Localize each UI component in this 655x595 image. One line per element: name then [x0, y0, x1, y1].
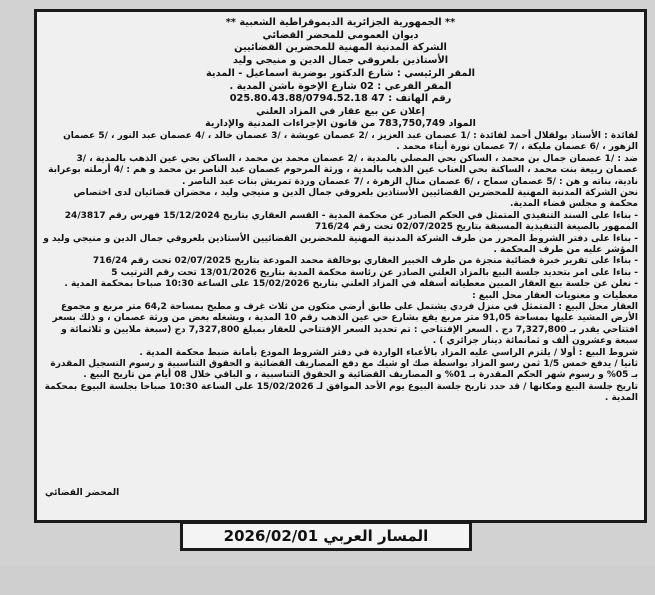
paragraph-property-heading: معطيات و معنويات العقار محل البيع : [472, 290, 638, 301]
paragraph-order: - بناءا على امر بتحديد جلسة البيع بالمزاد العلني الصادر عن رئاسة محكمة المدية بتاريخ 13/01/2026 تحت رقم الترتيب 5 [111, 267, 638, 278]
paragraph-executive-title: - بناءا على السند التنفيذي المتمثل في الحكم الصادر عن محكمة المدية - القسم العقاري بتاريخ 15/12/2024 فهرس رقم 24/3817 الممهور بالصيغة التنفيذية المسبقة بتاريخ 02/07/2025 تحت رقم 716/24 [64, 210, 638, 233]
paragraph-sale-conditions-1: شروط البيع : أولا / يلتزم الراسي عليه المزاد بالأعباء الواردة في دفتر الشروط المودع بأمانة ضبط محكمة المدية . [139, 347, 638, 358]
bailiff-signature: المحضر القضائي [45, 488, 120, 498]
header-line-6: المقر الفرعي : 02 شارع الإخوة باشن المدية . [229, 80, 452, 92]
header-line-3: الشركة المدنية المهنية للمحضرين القضائيين [234, 42, 447, 54]
paragraph-against: ضد : /1 عصمان جمال بن محمد ، الساكن بحي المصلي بالمدية ، /2 عصمان محمد بن محمد ، الساكن بحي عين الذهب بالمدية ، /3 عصمان ربيعة بنت محمد ، الساكنة بحي العناب عين الذهب بالمدية ، ورثة المرحوم عصمان عبد الناصر بن محمد و هم : /4 أرملته بوعرابة نادية، بناته و هن : /5 عصمان سماح ، /6 عصمان منال الزهرة ، /7 عصمان وردة تمريش بنات عبد الناصر . [48, 153, 638, 187]
header-line-2: ديوان العمومي للمحضر القضائي [262, 29, 419, 41]
paragraph-sale-conditions-2: ثانيا / يدفع خمس 1/5 ثمن رسو المزاد بواسطة صك او شيك مع دفع المصاريف القضائية و الحقوق التناسبية و رسوم التسجيل المقدرة بـ 05% و رسوم شهر الحكم المقدرة بـ 01% و المصاريف القضائية و الحقوق التناسبية ، و الباقي خلال 08 أيام من تاريخ البيع . [50, 359, 638, 381]
notice-content [43, 17, 638, 405]
paragraph-bailiffs: نحن الشركة المدنية المهنية للمحضرين القضائيين الأستاذين بلعروقي جمال الدين و منيجي وليد ، محضران قضائيان لدى اختصاص محكمة و مجلس قضاء المدية. [73, 187, 638, 210]
paragraph-expertise: - بناءا على تقرير خبرة قضائية منجزة من طرف الخبير العقاري بوخالفة محمد المودعة بتاريخ 02/07/2025 تحت رقم 716/24 [92, 256, 638, 267]
paragraph-beneficiaries: لفائدة : الأسناد بولقلال أحمد لفائدة : /1 عصمان عبد العزيز ، /2 عصمان عويشة ، /3 عصمان خالد ، /4 عصمان عبد النور ، /5 عصمان الزهور ، /6 عصمان مليكة ، /7 عصمان نورة أبناء محمد . [63, 130, 638, 153]
header-line-1: ** الجمهورية الجزائرية الديموقراطية الشعبية ** [225, 17, 456, 28]
header-line-4: الأستاذين بلعروقي جمال الدين و منيجي وليد [232, 55, 449, 67]
header-line-5: المقر الرئيسي : شارع الدكتور بوضربة اسماعيل - المدية [205, 67, 476, 79]
paragraph-property-details: العقار محل البيع : المتمثل في منزل فردي يشتمل على طابق أرضي متكون من ثلاث غرف و مطبخ بمساحة 64,2 متر مربع و مجموع الأرض المشيد عليها بمساحة 91,05 متر مربع يقع بشارع حي عين الذهب رقم 10 المدية ، ويشغله بعض من ورثة عصمان ، و ذلك بسعر افتتاحي يقدر بـ 7,327,800 دج . السعر الإفتتاحي : تم تحديد السعر الإفتتاحي للعقار بمبلغ 7,327,800 دج (سبعة ملايين و ثلاثمائة و سبعة وعشرون ألف و ثمانمائة دينار جزائري ) . [52, 302, 638, 347]
header-line-7: رقم الهاتف : 47 025.80.43.88/0794.52.18 [229, 93, 452, 105]
newspaper-date-banner: المسار العربي 2026/02/01 [180, 521, 472, 551]
notice-title: إعلان عن بيع عقار في المزاد العلني [256, 105, 425, 117]
paragraph-session-date: تاريخ جلسة البيع ومكانها / قد حدد تاريخ جلسة البيوع يوم الأحد الموافق لـ 15/02/2026 على الساعة 10:30 صباحا بجلسة البيوع بمحكمة المدية . [44, 381, 638, 404]
paragraph-sale-session: - نعلن عن جلسة بيع العقار المبين معطياته أسفله في المزاد العلني بتاريخ 15/02/2026 على الساعة 10:30 صباحا بمحكمة المدية . [64, 279, 638, 290]
notice-frame [34, 9, 647, 523]
notice-law: المواد 783,750,749 من قانون الإجراءات المدنية والإدارية [205, 118, 476, 130]
page-bottom-margin [0, 565, 655, 595]
paragraph-conditions-book: - بناءا على دفتر الشروط المحرر من طرف الشركة المدنية المهنية للمحضرين القضائيين الأستاذين بلعروقي جمال الدين و منيجي وليد و المؤشر عليه من طرف المحكمة . [43, 233, 638, 255]
